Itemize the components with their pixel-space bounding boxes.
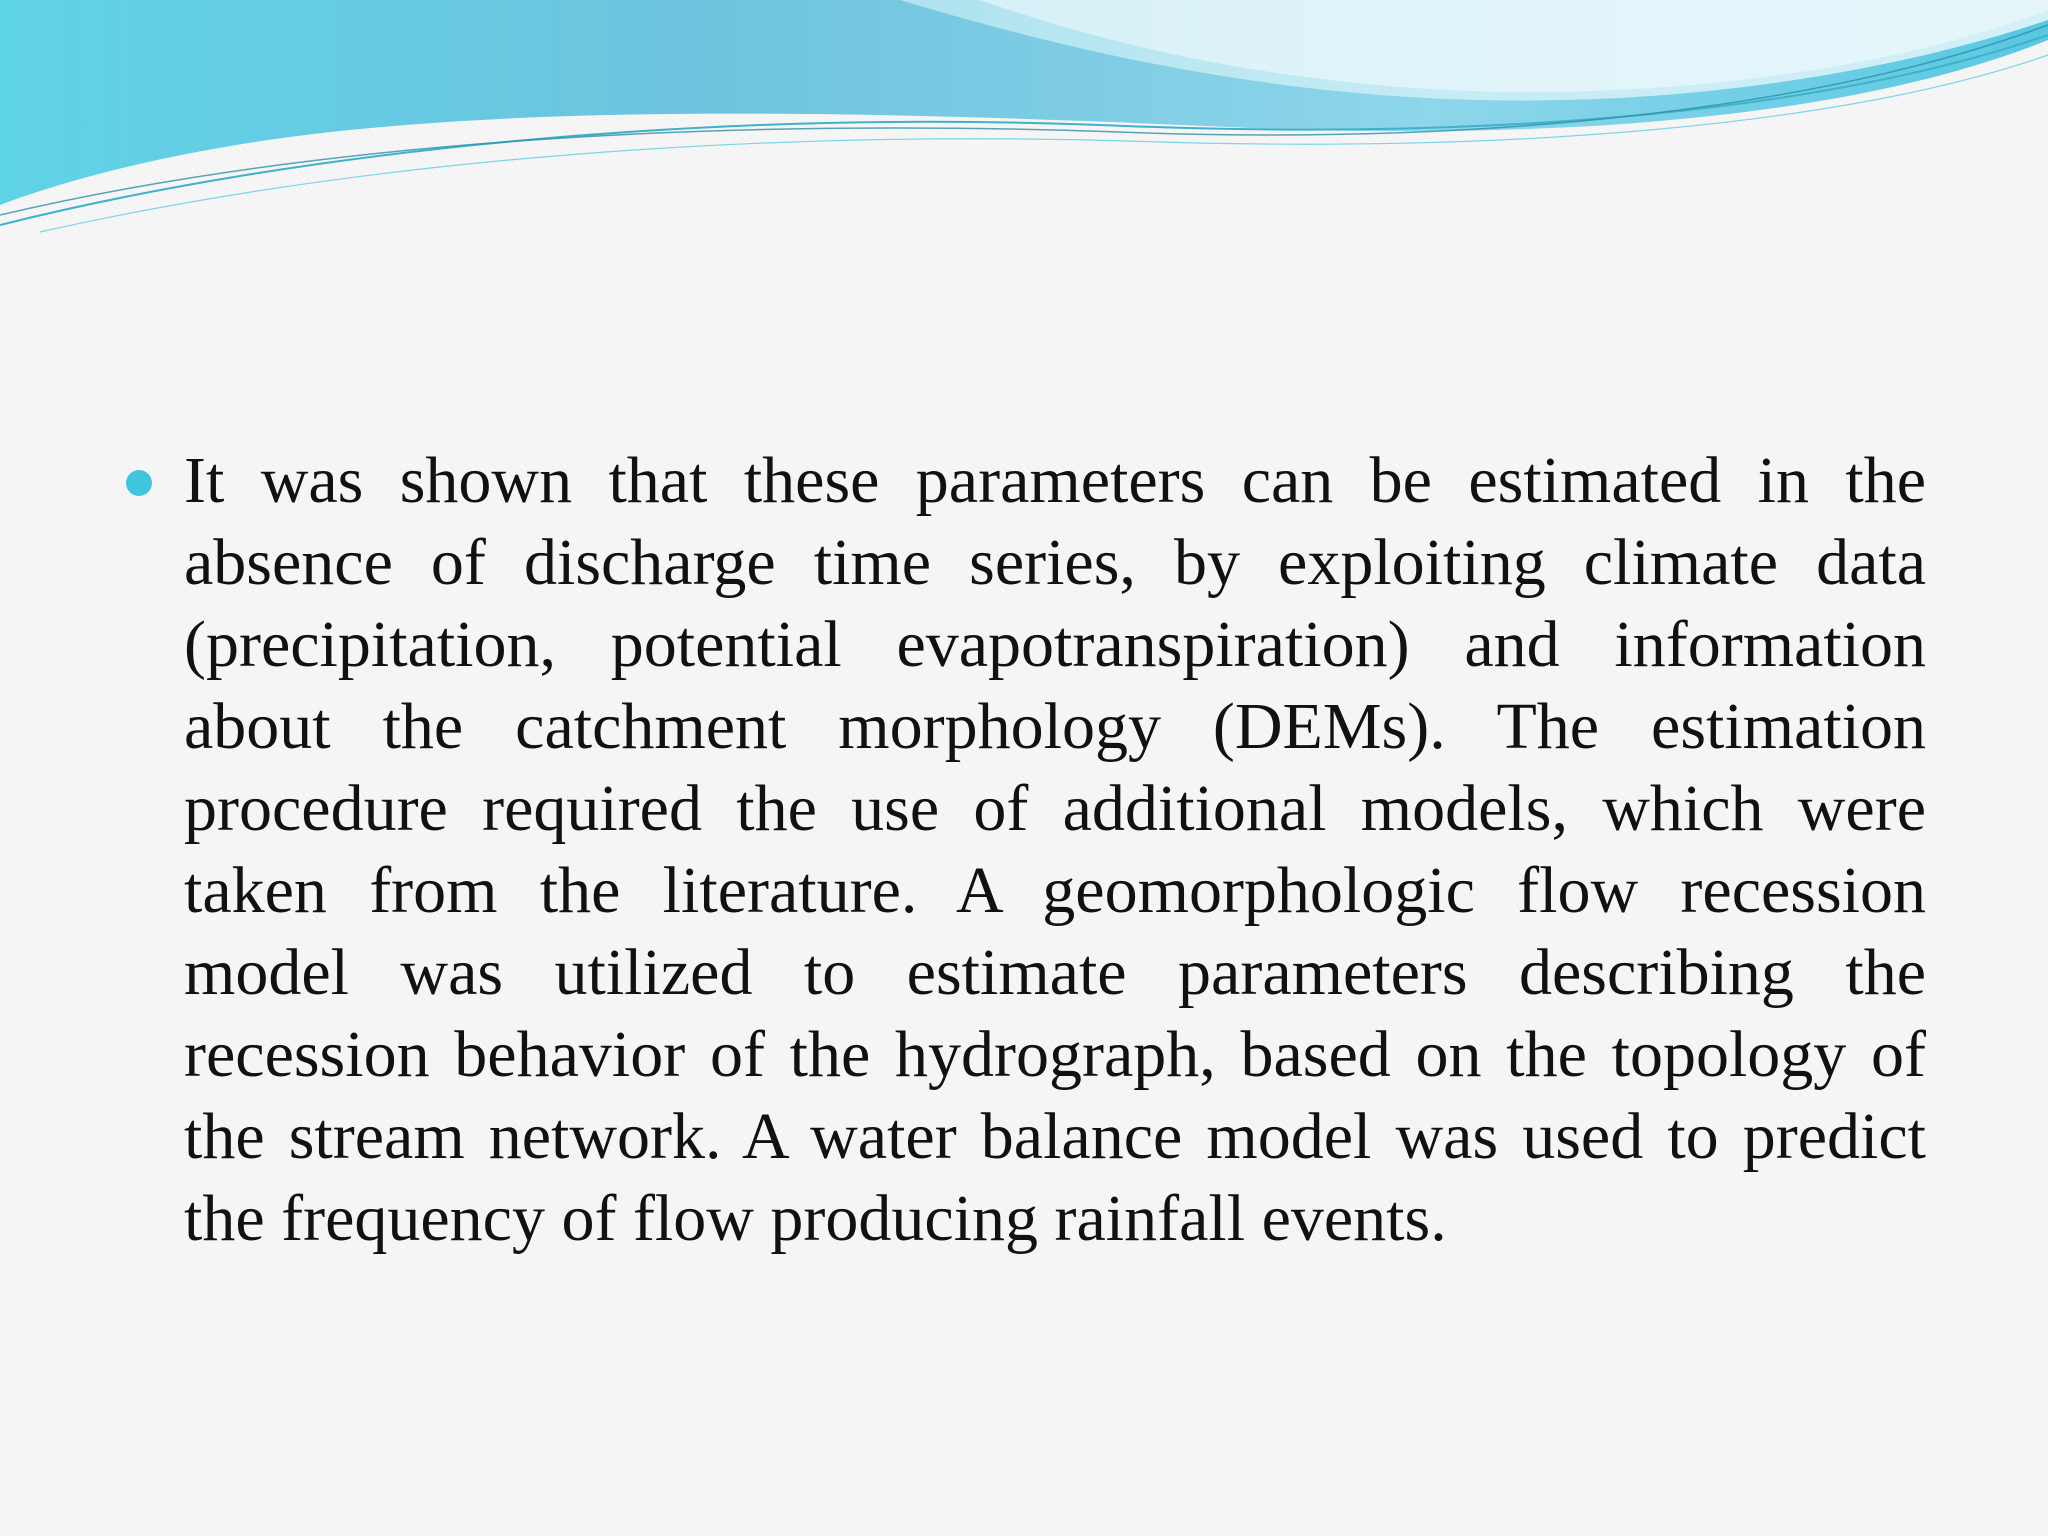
bullet-text: It was shown that these parameters can be estimated in the absence of discharge time series, by exploiting climate data (precipitation, potential evapotranspiration) and information about the catchment morphology (DEMs). The estimation procedure required the use of additional models, which were taken from the literature. A geomorphologic flow recession model was utilized to estimate parameters describing the recession behavior of the hydrograph, based on the topology of the stream network. A water balance model was used to predict the frequency of flow producing rainfall events. <box>184 444 1926 1255</box>
slide-content <box>126 440 1926 1260</box>
bullet-item <box>126 440 1926 1260</box>
wave-header-graphic <box>0 0 2048 240</box>
bullet-dot-icon <box>126 470 152 496</box>
